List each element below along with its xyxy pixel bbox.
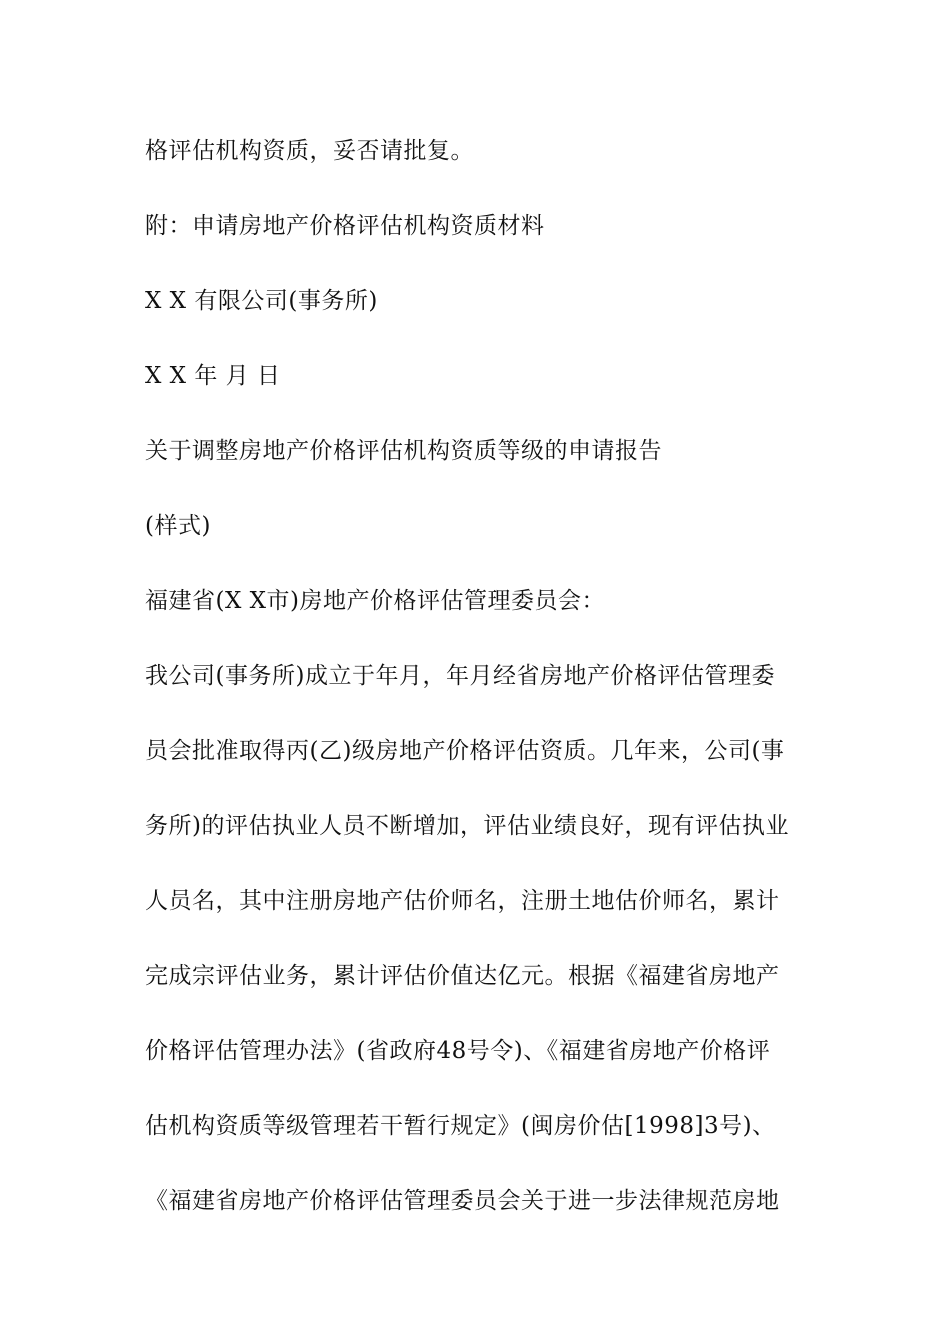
sample-label: (样式): [145, 513, 211, 539]
salutation: 福建省(X X市)房地产价格评估管理委员会：: [145, 588, 606, 614]
body-line: 估机构资质等级管理若干暂行规定》(闽房价估[1998]3号)、: [145, 1113, 776, 1139]
company-signature-line: X X 有限公司(事务所): [145, 288, 378, 314]
body-line: 务所)的评估执业人员不断增加，评估业绩良好，现有评估执业: [145, 813, 789, 839]
body-line: 人员名，其中注册房地产估价师名，注册土地估价师名，累计: [145, 888, 780, 914]
attachment-line: 附：申请房地产价格评估机构资质材料: [145, 213, 545, 239]
body-line: 我公司(事务所)成立于年月，年月经省房地产价格评估管理委: [145, 663, 775, 689]
body-line: 员会批准取得丙(乙)级房地产价格评估资质。几年来，公司(事: [145, 738, 785, 764]
date-line: X X 年 月 日: [145, 363, 281, 389]
body-line: 《福建省房地产价格评估管理委员会关于进一步法律规范房地: [145, 1188, 780, 1214]
text-line: 格评估机构资质，妥否请批复。: [145, 138, 474, 164]
body-line: 价格评估管理办法》(省政府48号令)、《福建省房地产价格评: [145, 1038, 771, 1064]
body-line: 完成宗评估业务，累计评估价值达亿元。根据《福建省房地产: [145, 963, 780, 989]
report-title: 关于调整房地产价格评估机构资质等级的申请报告: [145, 438, 662, 464]
